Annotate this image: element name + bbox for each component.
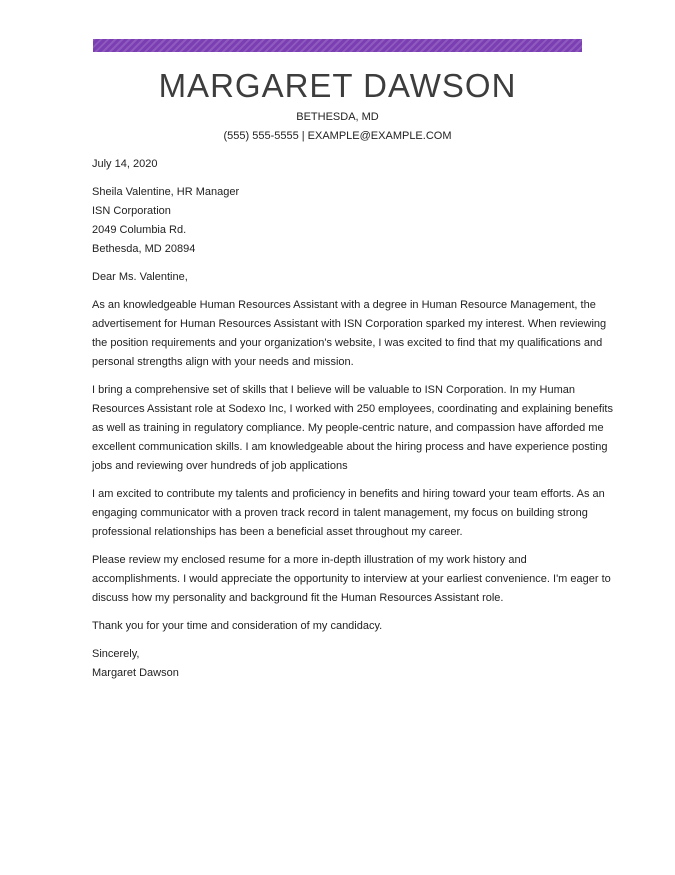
- recipient-company: ISN Corporation: [92, 205, 171, 217]
- recipient-address: [92, 183, 586, 259]
- date-text: July 14, 2020: [92, 158, 158, 170]
- header-accent-bar: [93, 39, 582, 52]
- paragraph-line: Please review my enclosed resume for a more in-depth illustration of my work history and: [92, 554, 527, 566]
- paragraph-line: personal strengths align with your needs and mission.: [92, 356, 354, 368]
- paragraph-intro: [92, 296, 607, 372]
- paragraph-line: jobs and reviewing over hundreds of job applications: [92, 460, 348, 472]
- valediction: Sincerely,: [92, 648, 140, 660]
- applicant-name: MARGARET DAWSON: [158, 67, 517, 104]
- paragraph-line: As an knowledgeable Human Resources Assistant with a degree in Human Resource Management, the: [92, 299, 596, 311]
- paragraph-line: Resources Assistant role at Sodexo Inc, I worked with 250 employees, coordinating and explaining benefits: [92, 403, 613, 415]
- letter-closing: [92, 645, 586, 683]
- paragraph-line: excellent communication skills. I am knowledgeable about the hiring process and have experience posting: [92, 441, 608, 453]
- paragraph-skills: [92, 381, 613, 476]
- paragraph-line: professional relationships has been a beneficial asset throughout my career.: [92, 526, 463, 538]
- recipient-name: Sheila Valentine, HR Manager: [92, 186, 240, 198]
- salutation-text: Dear Ms. Valentine,: [92, 271, 188, 283]
- recipient-city: Bethesda, MD 20894: [92, 243, 196, 255]
- recipient-street: 2049 Columbia Rd.: [92, 224, 187, 236]
- paragraph-line: as well as training in regulatory compliance. My people-centric nature, and compassion have afforded me: [92, 422, 604, 434]
- paragraph-line: Thank you for your time and consideration of my candidacy.: [92, 620, 383, 632]
- signature-name: Margaret Dawson: [92, 667, 179, 679]
- paragraph-line: I am excited to contribute my talents and proficiency in benefits and hiring toward your team efforts. As an: [92, 488, 605, 500]
- letter-date: [92, 155, 586, 174]
- applicant-phone-email: (555) 555-5555 | EXAMPLE@EXAMPLE.COM: [223, 130, 452, 142]
- paragraph-line: discuss how my personality and background fit the Human Resources Assistant role.: [92, 592, 504, 604]
- paragraph-request: [92, 551, 611, 608]
- letter-body: [92, 155, 613, 683]
- applicant-location: BETHESDA, MD: [296, 111, 379, 123]
- paragraph-contribution: [92, 485, 605, 542]
- paragraph-line: advertisement for Human Resources Assistant with ISN Corporation sparked my interest. When reviewing: [92, 318, 607, 330]
- paragraph-line: the position requirements and your organization's website, I was excited to find that my qualifications and: [92, 337, 603, 349]
- paragraph-line: engaging communicator with a proven track record in talent management, my focus on building strong: [92, 507, 588, 519]
- paragraph-line: accomplishments. I would appreciate the opportunity to interview at your earliest convenience. I'm eager to: [92, 573, 611, 585]
- salutation: [92, 268, 586, 287]
- paragraph-thanks: [92, 617, 586, 636]
- paragraph-line: I bring a comprehensive set of skills that I believe will be valuable to ISN Corporation. In my Human: [92, 384, 576, 396]
